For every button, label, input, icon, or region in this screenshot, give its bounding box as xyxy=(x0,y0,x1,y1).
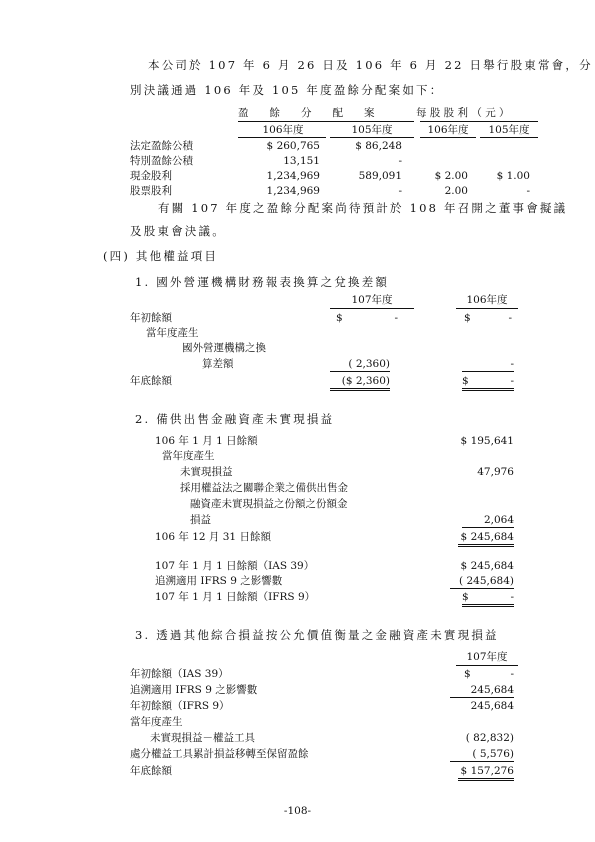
cell: - xyxy=(462,359,514,372)
row-label: 追溯適用 IFRS 9 之影響數 xyxy=(155,575,283,587)
row-label: 採用權益法之關聯企業之備供出售金 xyxy=(180,482,348,494)
cell: 245,684 xyxy=(450,685,514,698)
cell: ( 2,360) xyxy=(330,359,390,372)
intro-line-2: 別決議通過 106 年及 105 年度盈餘分配案如下： xyxy=(130,83,444,97)
row-label: 損益 xyxy=(190,514,211,526)
cell: $ xyxy=(464,668,471,680)
row-label: 106 年 1 月 1 日餘額 xyxy=(155,435,258,447)
cell: ( 5,576) xyxy=(450,749,514,762)
row-label: 未實現損益 xyxy=(180,466,233,478)
row-label: 算差額 xyxy=(202,358,234,370)
cell: $ xyxy=(336,312,343,324)
cell: ($ 2,360) xyxy=(330,376,390,391)
cell: $ 260,765 xyxy=(266,140,320,152)
cell: 47,976 xyxy=(477,466,514,478)
subsection-3-title: 3. 透過其他綜合損益按公允價值衡量之金融資產未實現損益 xyxy=(135,628,499,642)
cell: $ 245,684 xyxy=(458,532,514,547)
cell: $ 1.00 xyxy=(496,170,530,182)
row-label: 處分權益工具累計損益移轉至保留盈餘 xyxy=(130,748,309,760)
cell: 13,151 xyxy=(283,155,320,167)
header-earnings-distribution: 盈 餘 分 配 案 xyxy=(238,107,375,119)
cell: ( 82,832) xyxy=(465,732,514,744)
row-label: 年底餘額 xyxy=(130,765,172,777)
section-title: (四) 其他權益項目 xyxy=(103,249,219,263)
cell: - xyxy=(508,312,512,324)
cell: $ xyxy=(464,312,471,324)
col-105: 105年度 xyxy=(351,124,393,136)
cell: ( 245,684) xyxy=(450,576,514,589)
row-label: 年初餘額（IFRS 9） xyxy=(130,700,230,712)
col-106: 106年度 xyxy=(466,294,508,306)
cell: - xyxy=(398,155,402,167)
cell xyxy=(462,376,514,391)
cell: - xyxy=(510,375,514,387)
page-number: -108- xyxy=(283,805,312,817)
cell: 1,234,969 xyxy=(266,185,320,197)
row-label: 107 年 1 月 1 日餘額（IFRS 9） xyxy=(155,591,316,603)
note-line-2: 及股東會決議。 xyxy=(130,224,226,238)
cell: $ xyxy=(462,591,469,603)
row-label: 當年度產生 xyxy=(146,327,199,339)
header-dividend-per-share: 每 股 股 利 （ 元 ） xyxy=(416,107,510,119)
cell: - xyxy=(510,668,514,680)
row-label: 追溯適用 IFRS 9 之影響數 xyxy=(130,684,258,696)
cell: $ 2.00 xyxy=(434,170,468,182)
row-label: 年底餘額 xyxy=(130,375,172,387)
cell: 245,684 xyxy=(470,700,514,712)
row-label: 未實現損益－權益工具 xyxy=(150,732,255,744)
cell: $ 157,276 xyxy=(458,766,514,781)
cell: $ 245,684 xyxy=(460,560,514,572)
cell: $ xyxy=(462,375,469,387)
cell: - xyxy=(398,185,402,197)
cell: 2,064 xyxy=(462,515,514,528)
intro-line-1: 本公司於 107 年 6 月 26 日及 106 年 6 月 22 日舉行股東常會，分 xyxy=(148,58,593,72)
cell: 589,091 xyxy=(358,170,402,182)
row-label: 國外營運機構之換 xyxy=(182,342,266,354)
row-label: 年初餘額 xyxy=(130,312,172,324)
cell xyxy=(462,592,514,607)
col-106: 106年度 xyxy=(262,124,304,136)
row-label: 特別盈餘公積 xyxy=(130,155,193,167)
row-label: 年初餘額（IAS 39） xyxy=(130,668,229,680)
row-label: 106 年 12 月 31 日餘額 xyxy=(155,531,271,543)
cell: - xyxy=(394,312,398,324)
cell: - xyxy=(510,591,514,603)
row-label: 當年度產生 xyxy=(162,450,215,462)
row-label: 107 年 1 月 1 日餘額（IAS 39） xyxy=(155,560,315,572)
cell: - xyxy=(526,185,530,197)
col-106-dividend: 106年度 xyxy=(427,124,469,136)
cell: $ 86,248 xyxy=(355,140,402,152)
cell: 1,234,969 xyxy=(266,170,320,182)
note-line-1: 有關 107 年度之盈餘分配案尚待預計於 108 年召開之董事會擬議 xyxy=(158,201,568,215)
cell: $ 195,641 xyxy=(460,435,514,447)
col-107: 107年度 xyxy=(466,651,508,663)
row-label: 融資產未實現損益之份額之份額金 xyxy=(190,498,348,510)
col-107: 107年度 xyxy=(351,294,393,306)
row-label: 現金股利 xyxy=(130,170,172,182)
subsection-1-title: 1. 國外營運機構財務報表換算之兌換差額 xyxy=(135,275,390,289)
row-label: 法定盈餘公積 xyxy=(130,140,193,152)
subsection-2-title: 2. 備供出售金融資產未實現損益 xyxy=(135,412,335,426)
row-label: 當年度產生 xyxy=(130,716,183,728)
cell: 2.00 xyxy=(444,185,468,197)
row-label: 股票股利 xyxy=(130,185,172,197)
col-105-dividend: 105年度 xyxy=(488,124,530,136)
